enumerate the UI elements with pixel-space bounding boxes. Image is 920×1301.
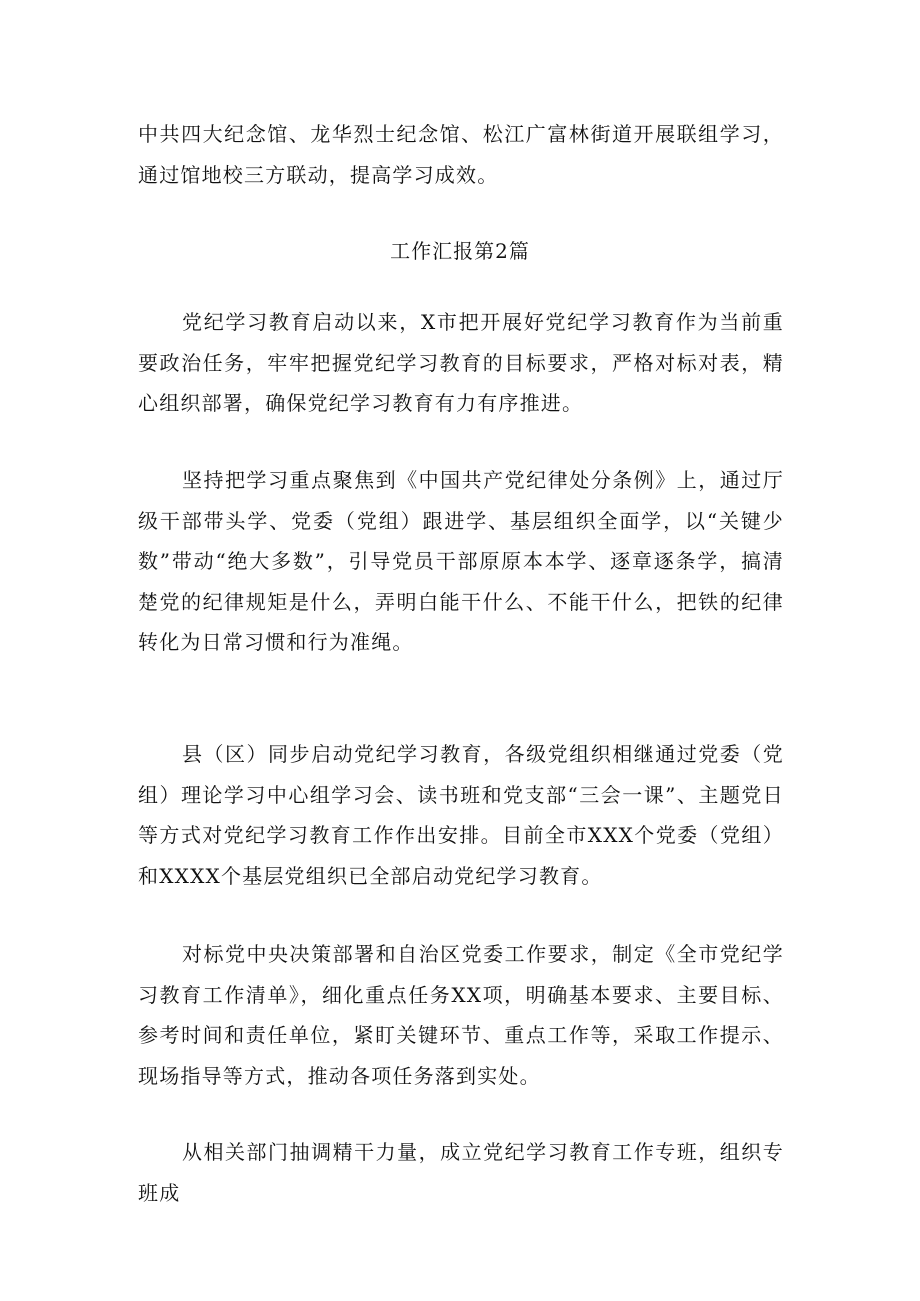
paragraph-continuation: 中共四大纪念馆、龙华烈士纪念馆、松江广富林街道开展联组学习，通过馆地校三方联动，提高学习成效。	[138, 122, 784, 187]
paragraph-study-focus: 坚持把学习重点聚焦到《中国共产党纪律处分条例》上，通过厅级干部带头学、党委（党组）跟进学、基层组织全面学，以“关键少数”带动“绝大多数”，引导党员干部原原本本学、逐章逐条学，搞清楚党的纪律规矩是什么，弄明白能干什么、不能干什么，把铁的纪律转化为日常习惯和行为准绳。	[138, 468, 784, 654]
paragraph-task-force: 从相关部门抽调精干力量，成立党纪学习教育工作专班，组织专班成	[138, 1140, 784, 1205]
paragraph-task-list: 对标党中央决策部署和自治区党委工作要求，制定《全市党纪学习教育工作清单》，细化重点任务XX项，明确基本要求、主要目标、参考时间和责任单位，紧盯关键环节、重点工作等，采取工作提示、现场指导等方式，推动各项任务落到实处。	[138, 942, 784, 1088]
paragraph-county-launch: 县（区）同步启动党纪学习教育，各级党组织相继通过党委（党组）理论学习中心组学习会、读书班和党支部“三会一课”、主题党日等方式对党纪学习教育工作作出安排。目前全市XXX个党委（党组）和XXXX个基层党组织已全部启动党纪学习教育。	[138, 742, 784, 888]
paragraph-intro: 党纪学习教育启动以来，X市把开展好党纪学习教育作为当前重要政治任务，牢牢把握党纪学习教育的目标要求，严格对标对表，精心组织部署，确保党纪学习教育有力有序推进。	[138, 310, 784, 415]
section-heading: 工作汇报第2篇	[390, 239, 530, 263]
